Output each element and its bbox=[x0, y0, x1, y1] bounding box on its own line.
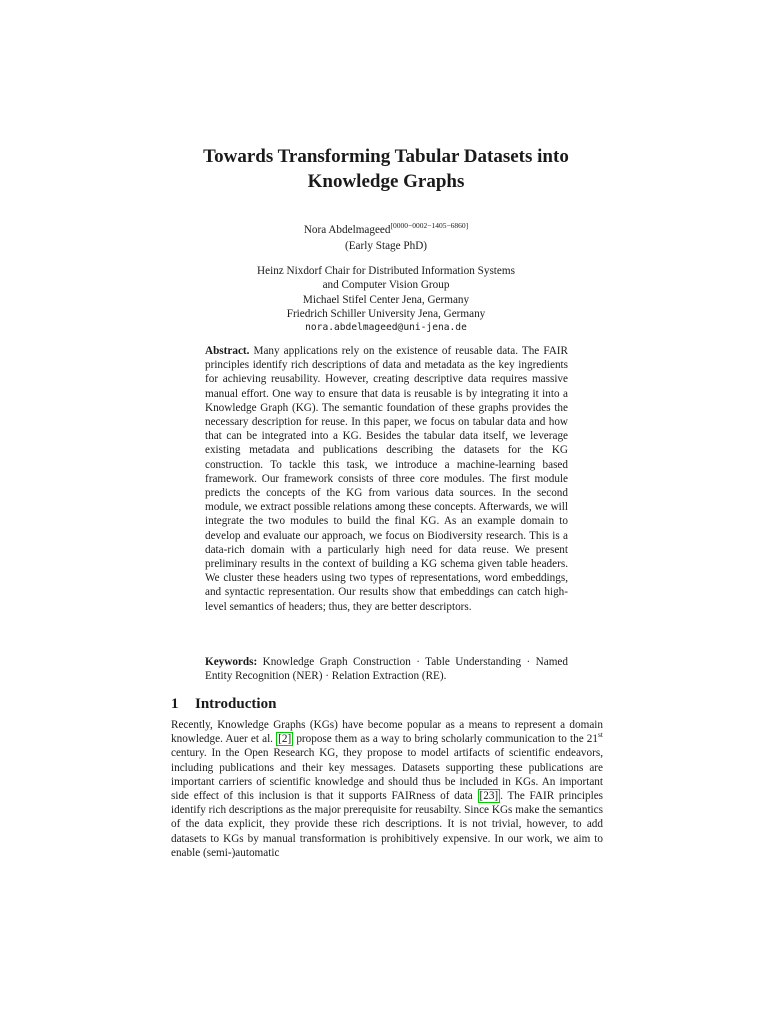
affiliation-line: Michael Stifel Center Jena, Germany bbox=[302, 293, 470, 306]
ordinal-suffix: st bbox=[597, 730, 603, 740]
title-line-1: Towards Transforming Tabular Datasets into bbox=[203, 146, 569, 167]
title-line-2: Knowledge Graphs bbox=[307, 171, 465, 192]
affiliation-line: Heinz Nixdorf Chair for Distributed Information Systems bbox=[257, 265, 515, 277]
intro-text: century. In the Open Research KG, they propose to model artifacts of scientific endeavors, including publications and their key messages. Datasets supporting these publications are important carriers of scientific knowledge and should thus be included in KGs. An important side effect of this inclusion is that it supports FAIRness of data bbox=[171, 747, 603, 803]
affiliation-line: Friedrich Schiller University Jena, Germany bbox=[286, 307, 486, 320]
author-line bbox=[160, 222, 612, 238]
citation-link[interactable]: [23] bbox=[479, 790, 499, 803]
affiliation-line: and Computer Vision Group bbox=[322, 279, 450, 292]
intro-text: Recently, Knowledge Graphs (KGs) have become popular as a means to represent a domain knowledge. Auer et al. bbox=[171, 719, 603, 746]
citation-link[interactable]: [2] bbox=[278, 733, 292, 746]
abstract-text: Many applications rely on the existence of reusable data. The FAIR principles identify rich descriptions of data and metadata as the key ingredients for achieving reusability. However, creating descriptive data requires massive manual effort. One way to ensure that data is reusable is by integrating it into a Knowledge Graph (KG). The semantic foundation of these graphs provides the necessary description for reuse. In this paper, we focus on tabular data and how that can be integrated into a KG. Besides the tabular data itself, we leverage existing metadata and publications describing the datasets for the KG construction. To tackle this task, we introduce a machine-learning based framework. Our framework consists of three core modules. The first module predicts the concepts of the KG from various data sources. In the second module, we extract possible relations among these concepts. Afterwards, we will integrate the two modules to build the final KG. As an example domain to develop and evaluate our approach, we focus on Biodiversity research. This is a data-rich domain with a particularly high need for data reuse. We present preliminary results in the context of building a KG schema given table headers. We cluster these headers using two types of representations, word embeddings, and syntactic representation. Our results show that embeddings can catch high-level semantics of headers; thus, they are better descriptors. bbox=[205, 345, 568, 613]
intro-paragraph bbox=[171, 718, 603, 860]
abstract-label: Abstract. bbox=[205, 345, 250, 357]
author-role: (Early Stage PhD) bbox=[344, 240, 428, 252]
section-number: 1 bbox=[171, 696, 179, 712]
section-title: Introduction bbox=[195, 696, 277, 712]
section-heading bbox=[171, 696, 276, 713]
affiliation-block bbox=[160, 264, 612, 335]
keywords-label: Keywords: bbox=[205, 656, 258, 668]
author-email: nora.abdelmageed@uni-jena.de bbox=[305, 322, 467, 334]
intro-text: propose them as a way to bring scholarly communication to the 21 bbox=[296, 733, 598, 746]
author-orcid: [0000−0002−1405−6860] bbox=[390, 221, 469, 230]
keywords-text: Knowledge Graph Construction · Table Understanding · Named Entity Recognition (NER) · Relation Extraction (RE). bbox=[205, 656, 568, 683]
keywords bbox=[205, 655, 568, 683]
abstract bbox=[205, 344, 568, 614]
author-block bbox=[160, 222, 612, 254]
intro-text: . The FAIR principles identify rich descriptions as the major prerequisite for reusabilty. Since KGs make the semantics of the data explicit, they provide these rich descriptions. It is not trivial, however, to add datasets to KGs by manual transformation is prohibitively expensive. In our work, we aim to enable (semi-)automatic bbox=[171, 790, 604, 859]
author-name: Nora Abdelmageed bbox=[303, 224, 391, 236]
paper-title bbox=[160, 144, 612, 194]
